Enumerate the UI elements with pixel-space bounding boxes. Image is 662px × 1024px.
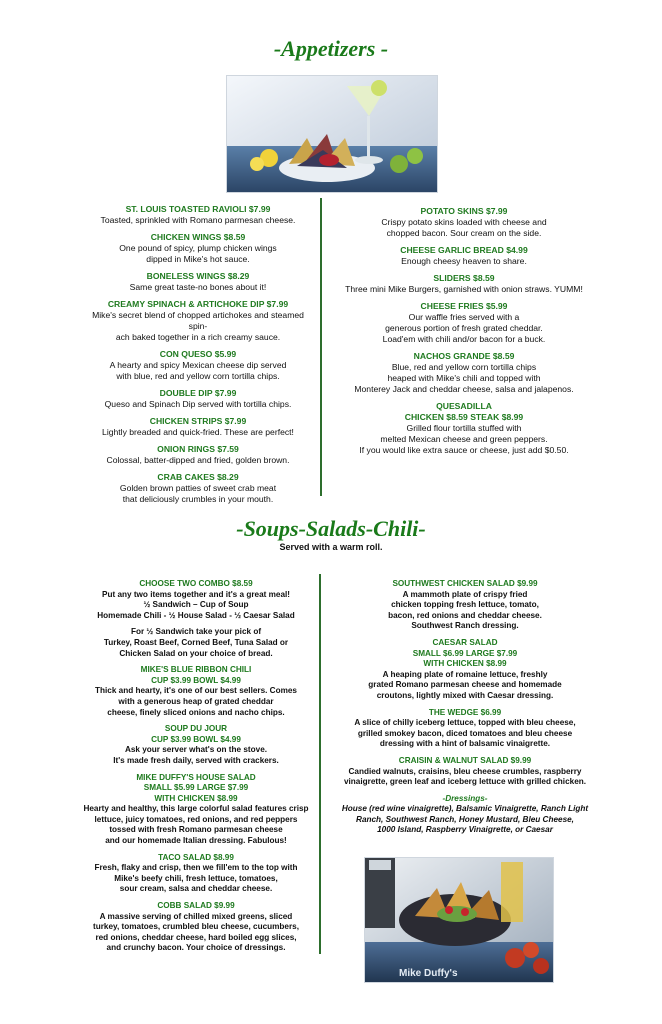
item-name: CHEESE FRIES $5.99: [420, 301, 508, 311]
appetizers-left-column: [82, 204, 314, 511]
dressings-list: House (red wine vinaigrette), Balsamic Vinaigrette, Ranch Light Ranch, Southwest Ranch, Honey Mustard, Bleu Cheese, 1000 Island, Raspberry Vinaigrette, or Caesar: [341, 804, 589, 835]
item-description: Candied walnuts, craisins, bleu cheese crumbles, raspberry vinaigrette, green leaf and iceberg lettuce with grilled chicken.: [343, 766, 587, 787]
item-description: Queso and Spinach Dip served with tortilla chips.: [104, 399, 292, 409]
menu-item: [330, 756, 600, 788]
item-description: A slice of chilly iceberg lettuce, topped with bleu cheese, grilled smokey bacon, diced tomatoes and bleu cheese dressing with a hint of balsamic vinaigrette.: [354, 718, 576, 749]
menu-item: [330, 301, 598, 345]
item-name: MIKE'S BLUE RIBBON CHILI CUP $3.99 BOWL $4.99: [140, 665, 252, 685]
menu-item: [330, 708, 600, 750]
menu-item: [72, 579, 320, 621]
item-name: CHICKEN STRIPS $7.99: [149, 416, 247, 426]
menu-item: [82, 299, 314, 343]
menu-item: [82, 204, 314, 226]
item-name: CON QUESO $5.99: [159, 349, 237, 359]
item-name: ONION RINGS $7.59: [157, 444, 239, 454]
soups-left-column: [72, 579, 320, 960]
item-description: Crispy potato skins loaded with cheese and chopped bacon. Sour cream on the side.: [381, 217, 547, 238]
soups-photo: [364, 857, 554, 983]
item-description: One pound of spicy, plump chicken wings dipped in Mike's hot sauce.: [119, 243, 277, 264]
item-name: POTATO SKINS $7.99: [420, 206, 508, 216]
menu-item: [82, 271, 314, 293]
menu-item: [82, 472, 314, 505]
item-description: A hearty and spicy Mexican cheese dip served with blue, red and yellow corn tortilla chips.: [109, 360, 287, 381]
item-name: CAESAR SALAD SMALL $6.99 LARGE $7.99 WITH CHICKEN $8.99: [412, 637, 518, 669]
menu-item: [330, 206, 598, 239]
photo-caption: Mike Duffy's: [399, 968, 458, 979]
item-name: DOUBLE DIP $7.99: [159, 388, 237, 398]
item-description: Ask your server what's on the stove. It's made fresh daily, served with crackers.: [113, 745, 279, 765]
item-description: Put any two items together and it's a great meal! ½ Sandwich – Cup of Soup Homemade Chili - ½ House Salad - ½ Caesar Salad: [97, 589, 295, 620]
item-description: A mammoth plate of crispy fried chicken topping fresh lettuce, tomato, bacon, red onions and cheddar cheese. Southwest Ranch dressing.: [388, 589, 542, 631]
menu-item: [72, 773, 320, 847]
dressings-heading: -Dressings-: [442, 793, 488, 803]
item-description: Toasted, sprinkled with Romano parmesan cheese.: [100, 215, 296, 225]
item-description: Enough cheesy heaven to share.: [401, 256, 527, 266]
menu-item: [82, 416, 314, 438]
taco-salad-image: [365, 858, 553, 982]
appetizers-title: -Appetizers -: [273, 36, 389, 61]
item-name: CRAB CAKES $8.29: [157, 472, 239, 482]
menu-item: [82, 388, 314, 410]
menu-item: [330, 638, 600, 702]
item-description: Lightly breaded and quick-fried. These are perfect!: [102, 427, 294, 437]
item-name: ST. LOUIS TOASTED RAVIOLI $7.99: [125, 204, 271, 214]
appetizers-right-column: [330, 206, 598, 462]
item-name: SLIDERS $8.59: [433, 273, 495, 283]
nachos-margarita-image: [227, 76, 437, 192]
item-name: CHICKEN WINGS $8.59: [150, 232, 246, 242]
dressings: [330, 794, 600, 836]
item-description: Same great taste-no bones about it!: [129, 282, 267, 292]
menu-item: [72, 853, 320, 895]
menu-item: [72, 724, 320, 766]
soups-subtitle: Served with a warm roll.: [279, 542, 383, 552]
item-name: MIKE DUFFY'S HOUSE SALAD SMALL $5.99 LARGE $7.99 WITH CHICKEN $8.99: [136, 772, 256, 803]
menu-item: [330, 401, 598, 456]
item-name: CHEESE GARLIC BREAD $4.99: [400, 245, 528, 255]
soups-divider: [319, 574, 321, 954]
menu-item: [82, 349, 314, 382]
item-name: CHOOSE TWO COMBO $8.59: [139, 579, 253, 588]
item-name: NACHOS GRANDE $8.59: [413, 351, 515, 361]
menu-item: [72, 665, 320, 718]
item-description: Thick and hearty, it's one of our best sellers. Comes with a generous heap of grated cheddar cheese, finely sliced onions and nacho chips.: [95, 686, 297, 717]
item-description: Our waffle fries served with a generous portion of fresh grated cheddar. Load'em with chili and/or bacon for a buck.: [382, 312, 546, 344]
item-description: Colossal, batter-dipped and fried, golden brown.: [106, 455, 290, 465]
item-description: Fresh, flaky and crisp, then we fill'em to the top with Mike's beefy chili, fresh lettuce, tomatoes, sour cream, salsa and cheddar cheese.: [94, 863, 298, 894]
menu-item: [330, 579, 600, 632]
menu-item: [82, 232, 314, 265]
item-name: CRAISIN & WALNUT SALAD $9.99: [398, 755, 532, 765]
item-name: TACO SALAD $8.99: [158, 852, 234, 862]
menu-item: [72, 901, 320, 954]
item-name: SOUTHWEST CHICKEN SALAD $9.99: [392, 579, 538, 588]
menu-item: [72, 627, 320, 659]
appetizers-photo: [226, 75, 438, 193]
menu-item: [330, 273, 598, 295]
item-description: Three mini Mike Burgers, garnished with onion straws. YUMM!: [345, 284, 583, 294]
item-description: For ½ Sandwich take your pick of Turkey, Roast Beef, Corned Beef, Tuna Salad or Chicken Salad on your choice of bread.: [103, 627, 289, 658]
item-name: COBB SALAD $9.99: [157, 901, 235, 911]
item-description: A heaping plate of romaine lettuce, freshly grated Romano parmesan cheese and homemade croutons, lightly mixed with Caesar dressing.: [368, 669, 562, 700]
soups-right-column: [330, 579, 600, 842]
menu-item: [330, 245, 598, 267]
item-name: BONELESS WINGS $8.29: [146, 271, 250, 281]
item-name: QUESADILLA CHICKEN $8.59 STEAK $8.99: [404, 401, 524, 422]
item-name: SOUP DU JOUR CUP $3.99 BOWL $4.99: [151, 724, 241, 744]
appetizers-divider: [320, 198, 322, 496]
item-description: A massive serving of chilled mixed greens, sliced turkey, tomatoes, crumbled bleu cheese, cucumbers, red onions, cheddar cheese, hard boiled egg slices, and crunchy bacon. Your choice of dressings.: [93, 911, 299, 953]
item-name: THE WEDGE $6.99: [428, 707, 502, 717]
soups-title: -Soups-Salads-Chili-: [236, 516, 426, 541]
item-description: Hearty and healthy, this large colorful salad features crisp lettuce, juicy tomatoes, red onions, and red peppers tossed with fresh Romano parmesan cheese and our homemade Italian dressing. Fabulous!: [83, 804, 309, 846]
menu-item: [82, 444, 314, 466]
item-description: Mike's secret blend of chopped artichokes and steamed spin- ach baked together in a rich creamy sauce.: [92, 310, 304, 342]
item-name: CREAMY SPINACH & ARTICHOKE DIP $7.99: [107, 299, 289, 309]
menu-item: [330, 351, 598, 395]
item-description: Golden brown patties of sweet crab meat that deliciously crumbles in your mouth.: [119, 483, 277, 504]
item-description: Grilled flour tortilla stuffed with melted Mexican cheese and green peppers. If you would like extra sauce or cheese, just add $0.50.: [359, 423, 569, 455]
item-description: Blue, red and yellow corn tortilla chips heaped with Mike's chili and topped with Monterey Jack and cheddar cheese, salsa and jalapenos.: [354, 362, 574, 394]
